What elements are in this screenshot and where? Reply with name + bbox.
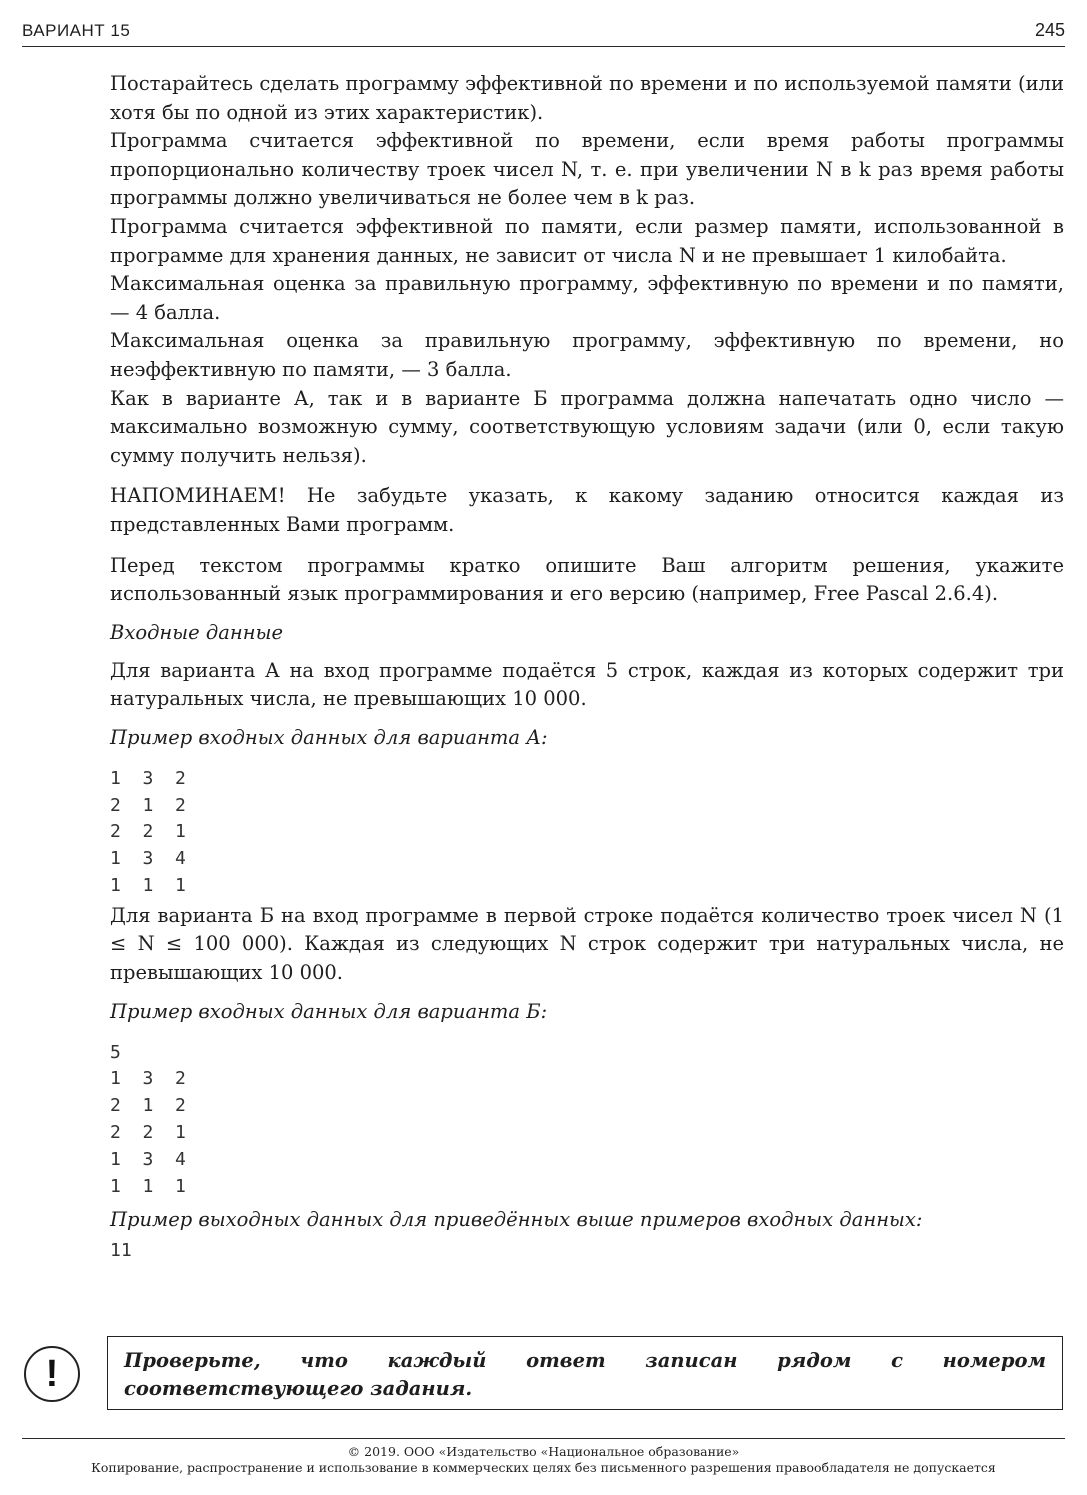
page-number: 245 <box>1034 20 1065 40</box>
example-b-line: 5 <box>110 1041 121 1063</box>
input-heading: Входные данные <box>110 620 283 644</box>
example-a-line: 1 1 1 <box>110 875 186 897</box>
example-b-heading: Пример входных данных для варианта Б: <box>110 999 548 1023</box>
page-footer <box>0 1444 1087 1476</box>
notice-box <box>107 1336 1063 1410</box>
example-a-line: 1 3 4 <box>110 848 186 870</box>
example-a-heading: Пример входных данных для варианта А: <box>110 725 548 749</box>
example-b-line: 1 3 4 <box>110 1148 186 1170</box>
paragraph-max-score-3: Максимальная оценка за правильную программу, эффективную по времени, но неэффективную по памяти, — 3 балла. <box>110 329 1064 381</box>
example-b-line: 1 3 2 <box>110 1068 186 1090</box>
output-heading: Пример выходных данных для приведённых выше примеров входных данных: <box>110 1208 923 1232</box>
paragraph-max-score-4: Максимальная оценка за правильную программу, эффективную по времени и по памяти, — 4 балла. <box>110 272 1064 324</box>
input-b-description: Для варианта Б на вход программе в первой строке подаётся количество троек чисел N (1 ≤ N ≤ 100 000). Каждая из следующих N строк содержит три натуральных числа, не превышающих 10 000. <box>110 903 1064 985</box>
exclamation-icon: ! <box>24 1346 80 1402</box>
page-header <box>22 18 1065 47</box>
paragraph-output-requirement: Как в варианте А, так и в варианте Б программа должна напечатать одно число — максимально возможную сумму, соответствующую условиям задачи (или 0, если такую сумму получить нельзя). <box>110 386 1064 467</box>
algorithm-note: Перед текстом программы кратко опишите Ваш алгоритм решения, укажите использованный язык программирования и его версию (например, Free Pascal 2.6.4). <box>110 553 1064 606</box>
example-a-line: 2 1 2 <box>110 794 186 816</box>
output-value: 11 <box>110 1240 132 1262</box>
example-b-line: 2 1 2 <box>110 1095 186 1117</box>
reminder-paragraph: НАПОМИНАЕМ! Не забудьте указать, к какому заданию относится каждая из представленных Вами программ. <box>110 484 1064 536</box>
paragraph-memory-efficiency: Программа считается эффективной по памяти, если размер памяти, использованной в программе для хранения данных, не зависит от числа N и не превышает 1 килобайта. <box>110 214 1064 267</box>
example-a-line: 1 3 2 <box>110 767 186 789</box>
footer-copyright: © 2019. ООО «Издательство «Национальное образование» <box>347 1444 740 1459</box>
example-a-line: 2 2 1 <box>110 821 186 843</box>
page-content <box>110 70 1064 1265</box>
notice-text: Проверьте, что каждый ответ записан рядом с номером соответствующего задания. <box>124 1349 1046 1400</box>
paragraph-time-efficiency: Программа считается эффективной по времени, если время работы программы пропорционально количеству троек чисел N, т. е. при увеличении N в k раз время работы программы должно увеличиваться не более чем в k раз. <box>110 129 1065 210</box>
footer-divider <box>22 1438 1065 1439</box>
example-b-line: 2 2 1 <box>110 1122 186 1144</box>
example-b-block <box>110 1040 1064 1201</box>
variant-label: ВАРИАНТ 15 <box>22 21 131 40</box>
example-a-block <box>110 766 1064 900</box>
example-b-line: 1 1 1 <box>110 1175 186 1197</box>
footer-rights: Копирование, распространение и использование в коммерческих целях без письменного разрешения правообладателя не допускается <box>91 1460 996 1475</box>
paragraph-efficiency: Постарайтесь сделать программу эффективной по времени и по используемой памяти (или хотя бы по одной из этих характеристик). <box>110 72 1064 124</box>
input-a-description: Для варианта А на вход программе подаётся 5 строк, каждая из которых содержит три натуральных числа, не превышающих 10 000. <box>110 658 1064 711</box>
